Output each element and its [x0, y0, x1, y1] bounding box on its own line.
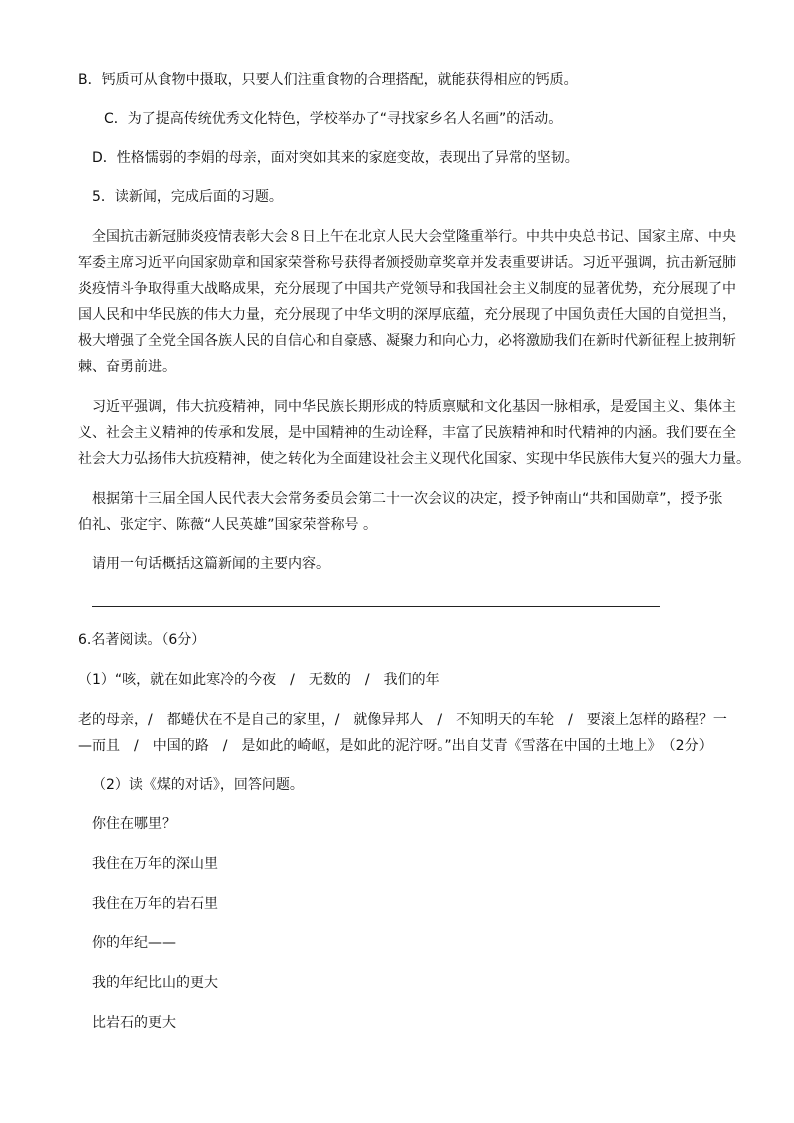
news-p1-line: 极大增强了全党全国各族人民的自信心和自豪感、凝聚力和向心力，必将激励我们在新时代新征程上披荆斩 [78, 333, 736, 349]
news-p1-line: 国人民和中华民族的伟大力量，充分展现了中华文明的深厚底蕴，充分展现了中国负责任大国的自觉担当， [78, 307, 736, 323]
poem-line: 我住在万年的岩石里 [92, 896, 218, 912]
poem-line: 你的年纪—— [92, 935, 176, 951]
poem-line: 我住在万年的深山里 [92, 856, 218, 872]
poem-line: 比岩石的更大 [92, 1015, 176, 1031]
question-6-part-2: （2）读《煤的对话》，回答问题。 [92, 777, 304, 793]
news-p1-line: 全国抗击新冠肺炎疫情表彰大会８日上午在北京人民大会堂隆重举行。中共中央总书记、国家主席、中央 [92, 229, 736, 245]
news-p1-line: 炎疫情斗争取得重大战略成果，充分展现了中国共产党领导和我国社会主义制度的显著优势，充分展现了中 [78, 281, 736, 297]
news-p2-line: 义、社会主义精神的传承和发展，是中国精神的生动诠释，丰富了民族精神和时代精神的内涵。我们要在全 [78, 425, 736, 441]
q6-part1-line: 老的母亲，/ 都蜷伏在不是自己的家里，/ 就像异邦人 / 不知明天的车轮 / 要滚上怎样的路程？一 [78, 712, 727, 728]
poem-line: 我的年纪比山的更大 [92, 975, 218, 991]
news-p1-line: 军委主席习近平向国家勋章和国家荣誉称号获得者颁授勋章奖章并发表重要讲话。习近平强调，抗击新冠肺 [78, 255, 736, 271]
option-c: C．为了提高传统优秀文化特色，学校举办了“寻找家乡名人名画”的活动。 [104, 111, 563, 127]
question-5-prompt: 5．读新闻，完成后面的习题。 [92, 189, 283, 205]
answer-blank-line[interactable] [92, 606, 660, 607]
option-d: D．性格懦弱的李娟的母亲，面对突如其来的家庭变故，表现出了异常的坚韧。 [92, 150, 579, 166]
poem-line: 你住在哪里？ [92, 816, 176, 832]
option-b: B．钙质可从食物中摄取，只要人们注重食物的合理搭配，就能获得相应的钙质。 [78, 72, 578, 88]
news-p3-line: 根据第十三届全国人民代表大会常务委员会第二十一次会议的决定，授予钟南山“共和国勋章”，授予张 [92, 491, 723, 507]
q6-part1-line: —而且 / 中国的路 / 是如此的崎岖，是如此的泥泞呀。”出自艾青《雪落在中国的土地上》 （2分） [78, 738, 713, 754]
news-p2-line: 习近平强调，伟大抗疫精神，同中华民族长期形成的特质禀赋和文化基因一脉相承，是爱国主义、集体主 [92, 399, 736, 415]
question-6-title: 6.名著阅读。（6分） [78, 632, 206, 648]
question-5-question: 请用一句话概括这篇新闻的主要内容。 [92, 556, 330, 572]
q6-part1-line: （1）“咳，就在如此寒冷的今夜 / 无数的 / 我们的年 [78, 672, 440, 688]
news-p1-line: 棘、奋勇前进。 [78, 359, 176, 375]
news-p3-line: 伯礼、张定宇、陈薇“人民英雄”国家荣誉称号 。 [78, 517, 377, 533]
news-p2-line: 社会大力弘扬伟大抗疫精神，使之转化为全面建设社会主义现代化国家、实现中华民族伟大复兴的强大力量。 [78, 451, 750, 467]
